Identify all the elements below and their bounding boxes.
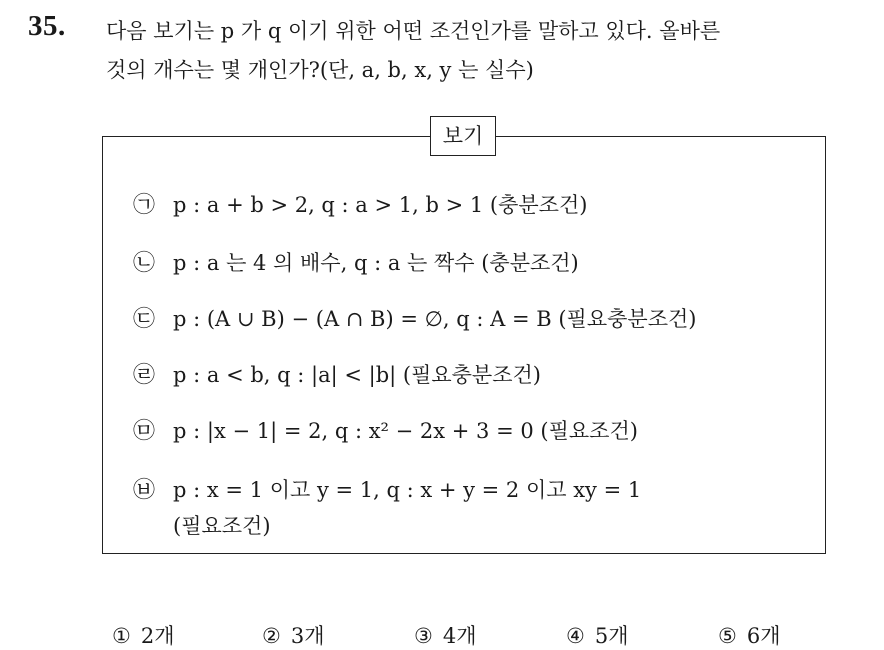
choice-label: 5개 — [594, 624, 629, 648]
item-text: p : |x − 1| = 2, q : x² − 2x + 3 = 0 (필요조건) — [173, 419, 638, 443]
question-number: 35. — [28, 10, 66, 42]
choice-number: ① — [112, 624, 131, 648]
example-item-4 — [133, 358, 541, 389]
item-marker: ㉠ — [133, 193, 156, 218]
example-item-6 — [133, 473, 641, 504]
item-marker: ㉥ — [133, 478, 156, 503]
example-item-3 — [133, 302, 696, 333]
example-item-1 — [133, 188, 587, 219]
item-marker: ㉡ — [133, 251, 156, 276]
choice-number: ③ — [414, 624, 433, 648]
item-marker: ㉣ — [133, 363, 156, 388]
item-marker: ㉤ — [133, 419, 156, 444]
item-text: p : a < b, q : |a| < |b| (필요충분조건) — [173, 363, 541, 387]
example-box-title: 보기 — [430, 116, 496, 156]
example-item-2 — [133, 246, 579, 277]
example-item-6-continuation: (필요조건) — [173, 514, 271, 538]
question-text-line-1: 다음 보기는 p 가 q 이기 위한 어떤 조건인가를 말하고 있다. 올바른 — [106, 19, 721, 43]
item-text: p : x = 1 이고 y = 1, q : x + y = 2 이고 xy = 1 — [173, 478, 642, 502]
choice-number: ② — [262, 624, 281, 648]
item-text: p : (A ∪ B) − (A ∩ B) = ∅, q : A = B (필요충분조건) — [173, 307, 697, 331]
choice-label: 6개 — [746, 624, 781, 648]
choice-label: 2개 — [140, 624, 175, 648]
example-item-5 — [133, 414, 638, 445]
item-text: p : a 는 4 의 배수, q : a 는 짝수 (충분조건) — [173, 251, 579, 275]
question-text-line-2: 것의 개수는 몇 개인가?(단, a, b, x, y 는 실수) — [106, 58, 534, 82]
choice-label: 4개 — [442, 624, 477, 648]
item-marker: ㉢ — [133, 307, 156, 332]
choice-number: ④ — [566, 624, 585, 648]
choice-number: ⑤ — [718, 624, 737, 648]
item-text: p : a + b > 2, q : a > 1, b > 1 (충분조건) — [173, 193, 588, 217]
choice-label: 3개 — [290, 624, 325, 648]
